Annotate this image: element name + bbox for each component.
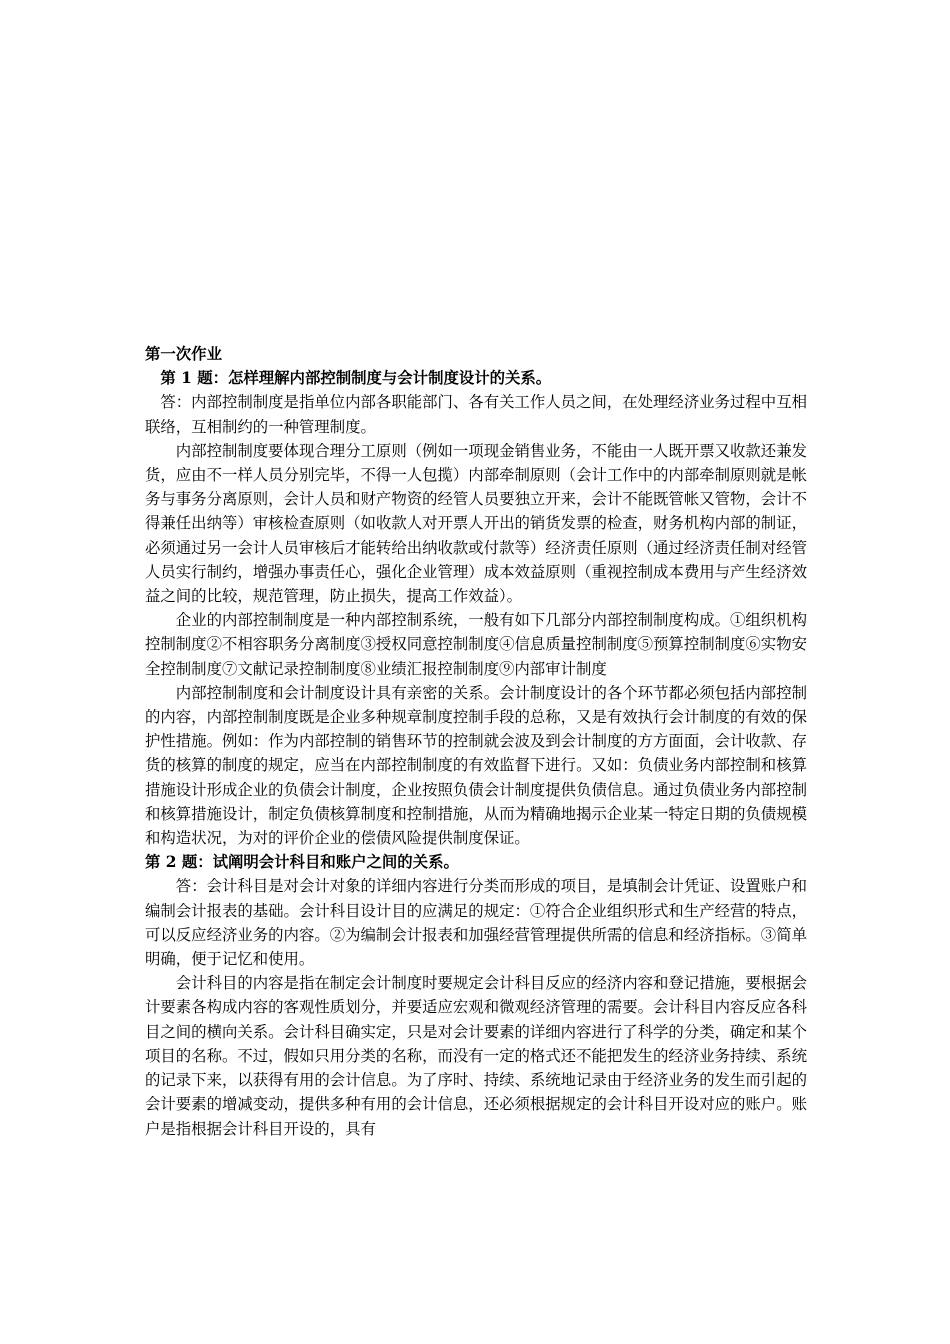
question-1-answer-paragraph-2: 内部控制制度要体现合理分工原则（例如一项现金销售业务，不能由一人既开票又收款还兼发货，应由不一样人员分别完毕，不得一人包揽）内部牵制原则（会计工作中的内部牵制原则就是帐务与事务分离原则，会计人员和财产物资的经管人员要独立开来，会计不能既管帐又管物，会计不得兼任出纳等）审核检查原则（如收款人对开票人开出的销货发票的检查，财务机构内部的制证，必须通过另一会计人员审核后才能转给出纳收款或付款等）经济责任原则（通过经济责任制对经管人员实行制约，增强办事责任心，强化企业管理）成本效益原则（重视控制成本费用与产生经济效益之间的比较，规范管理，防止损失，提高工作效益）。	[145, 441, 807, 606]
question-1-answer-paragraph-1: 答：内部控制制度是指单位内部各职能部门、各有关工作人员之间，在处理经济业务过程中互相联络，互相制约的一种管理制度。	[145, 393, 807, 436]
question-2-answer-paragraph-2: 会计科目的内容是指在制定会计制度时要规定会计科目反应的经济内容和登记措施，要根据会计要素各构成内容的客观性质划分，并要适应宏观和微观经济管理的需要。会计科目内容反应各科目之间的横向关系。会计科目确实定，只是对会计要素的详细内容进行了科学的分类，确定和某个项目的名称。不过，假如只用分类的名称，而没有一定的格式还不能把发生的经济业务持续、系统的记录下来，以获得有用的会计信息。为了序时、持续、系统地记录由于经济业务的发生而引起的会计要素的增减变动，提供多种有用的会计信息，还必须根据规定的会计科目开设对应的账户。账户是指根据会计科目开设的，具有	[145, 974, 807, 1138]
question-1-answer-paragraph-3: 企业的内部控制制度是一种内部控制系统，一般有如下几部分内部控制制度构成。①组织机构控制制度②不相容职务分离制度③授权同意控制制度④信息质量控制制度⑤预算控制制度⑥实物安全控制制度⑦文献记录控制制度⑧业绩汇报控制制度⑨内部审计制度	[145, 611, 807, 678]
question-2-answer-paragraph-1: 答：会计科目是对会计对象的详细内容进行分类而形成的项目，是填制会计凭证、设置账户和编制会计报表的基础。会计科目设计目的应满足的规定：①符合企业组织形式和生产经营的特点，可以反应经济业务的内容。②为编制会计报表和加强经营管理提供所需的信息和经济指标。③简单明确，便于记忆和使用。	[145, 877, 807, 969]
document-body	[145, 342, 807, 1141]
question-2-heading: 第 2 题：试阐明会计科目和账户之间的关系。	[145, 853, 459, 872]
question-1-heading: 第 1 题：怎样理解内部控制制度与会计制度设计的关系。	[160, 369, 552, 388]
question-1-answer-paragraph-4: 内部控制制度和会计制度设计具有亲密的关系。会计制度设计的各个环节都必须包括内部控制的内容，内部控制制度既是企业多种规章制度控制手段的总称，又是有效执行会计制度的有效的保护性措施。例如：作为内部控制的销售环节的控制就会波及到会计制度的方方面面，会计收款、存货的核算的制度的规定，应当在内部控制制度的有效监督下进行。又如：负债业务内部控制和核算措施设计形成企业的负债会计制度，企业按照负债会计制度提供负债信息。通过负债业务内部控制和核算措施设计，制定负债核算制度和控制措施，从而为精确地揭示企业某一特定日期的负债规模和构造状况，为对的评价企业的偿债风险提供制度保证。	[145, 683, 807, 848]
document-title: 第一次作业	[145, 345, 222, 363]
